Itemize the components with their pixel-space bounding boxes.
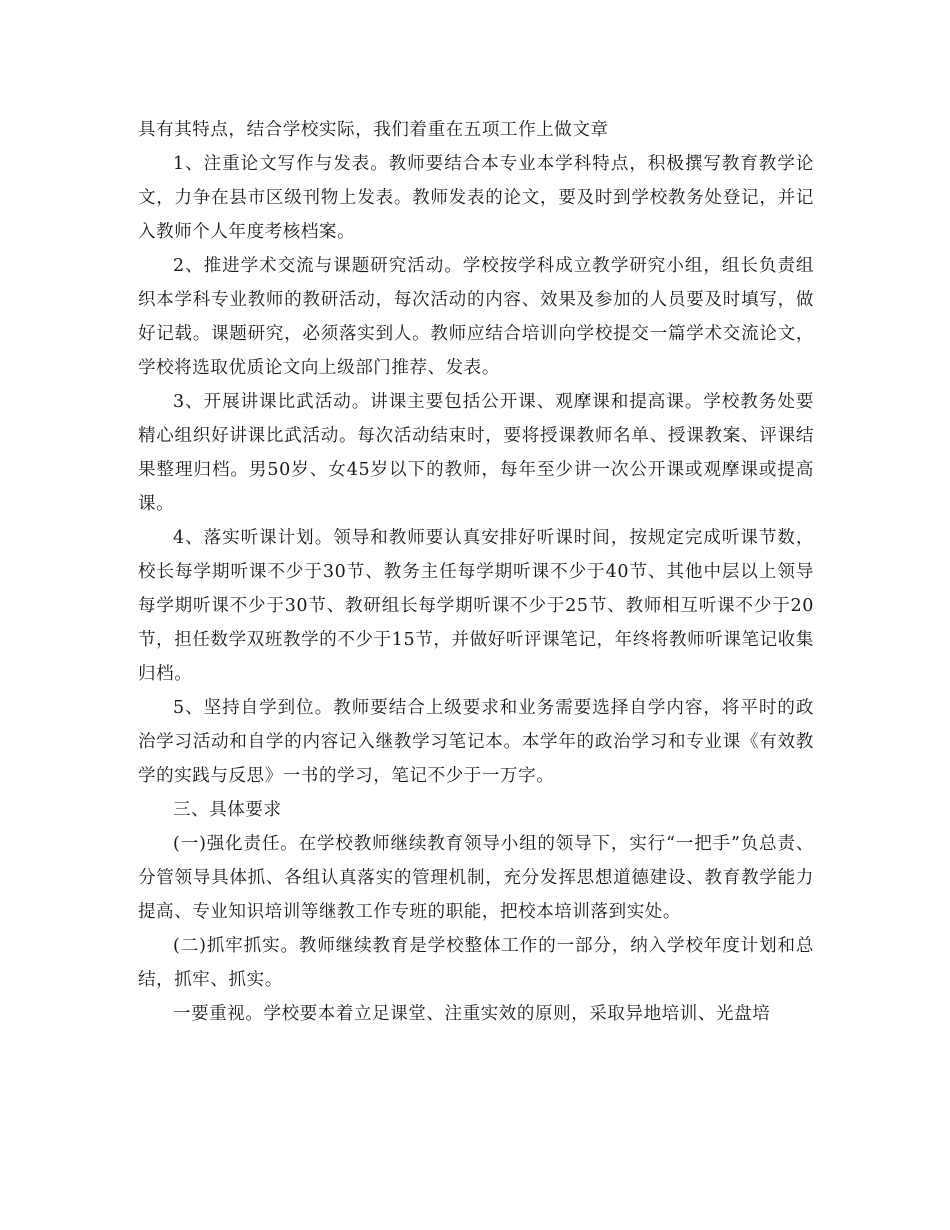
paragraph-requirement-2: (二)抓牢抓实。教师继续教育是学校整体工作的一部分，纳入学校年度计划和总结，抓牢、抓实。	[138, 936, 814, 990]
document-body	[138, 113, 814, 1031]
paragraph-intro: 具有其特点，结合学校实际，我们着重在五项工作上做文章	[138, 120, 609, 140]
paragraph-item-2: 2、推进学术交流与课题研究活动。学校按学科成立教学研究小组，组长负责组织本学科专业教师的教研活动，每次活动的内容、效果及参加的人员要及时填写，做好记载。课题研究，必须落实到人。教师应结合培训向学校提交一篇学术交流论文，学校将选取优质论文向上级部门推荐、发表。	[138, 256, 814, 378]
paragraph-item-1: 1、注重论文写作与发表。教师要结合本专业本学科特点，积极撰写教育教学论文，力争在县市区级刊物上发表。教师发表的论文，要及时到学校教务处登记，并记入教师个人年度考核档案。	[138, 154, 814, 242]
paragraph-emphasis: 一要重视。学校要本着立足课堂、注重实效的原则，采取异地培训、光盘培	[173, 1004, 771, 1024]
paragraph-item-4: 4、落实听课计划。领导和教师要认真安排好听课时间，按规定完成听课节数，校长每学期听课不少于30节、教务主任每学期听课不少于40节、其他中层以上领导每学期听课不少于30节、教研组长每学期听课不少于25节、教师相互听课不少于20节，担任数学双班教学的不少于15节，并做好听评课笔记，年终将教师听课笔记收集归档。	[138, 528, 814, 684]
paragraph-requirement-1: (一)强化责任。在学校教师继续教育领导小组的领导下，实行“一把手”负总责、分管领导具体抓、各组认真落实的管理机制，充分发挥思想道德建设、教育教学能力提高、专业知识培训等继教工作专班的职能，把校本培训落到实处。	[138, 834, 814, 922]
section-heading-requirements: 三、具体要求	[173, 800, 282, 820]
paragraph-item-3: 3、开展讲课比武活动。讲课主要包括公开课、观摩课和提高课。学校教务处要精心组织好讲课比武活动。每次活动结束时，要将授课教师名单、授课教案、评课结果整理归档。男50岁、女45岁以下的教师，每年至少讲一次公开课或观摩课或提高课。	[138, 392, 814, 514]
paragraph-item-5: 5、坚持自学到位。教师要结合上级要求和业务需要选择自学内容，将平时的政治学习活动和自学的内容记入继教学习笔记本。本学年的政治学习和专业课《有效教学的实践与反思》一书的学习，笔记不少于一万字。	[138, 698, 814, 786]
